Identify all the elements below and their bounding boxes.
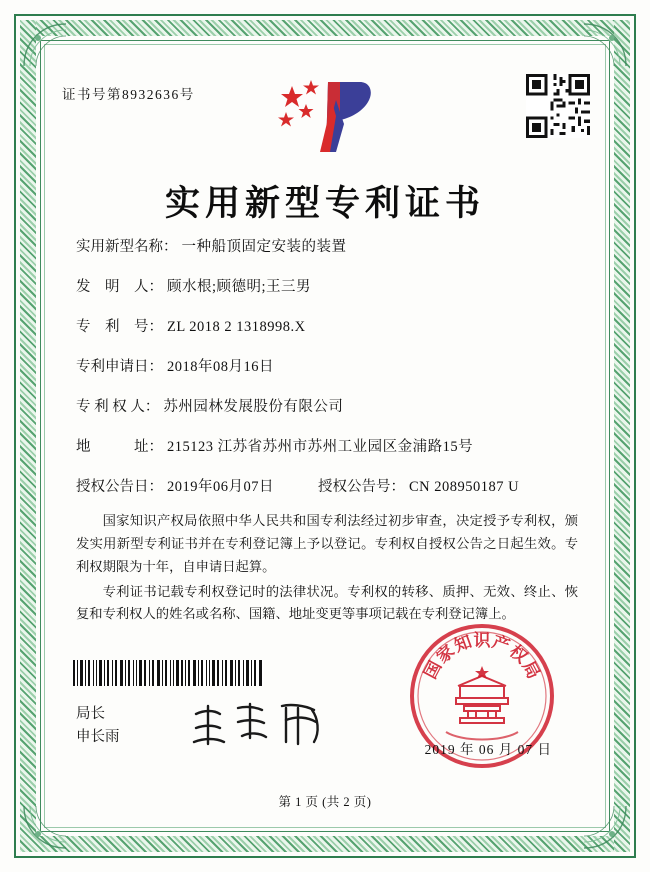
legal-paragraph: 专利证书记载专利权登记时的法律状况。专利权的转移、质押、无效、终止、恢复和专利权人的姓名或名称、国籍、地址变更等事项记载在专利登记簿上。: [76, 583, 578, 622]
field-value: ZL 2018 2 1318998.X: [167, 319, 306, 335]
certificate-content: [58, 58, 592, 814]
field-row: [76, 320, 582, 335]
cnipa-emblem-icon: [270, 72, 380, 158]
director-label: 局长: [76, 706, 105, 723]
svg-text:权: 权: [505, 641, 532, 668]
field-value: 苏州园林发展股份有限公司: [163, 399, 344, 415]
svg-text:国: 国: [420, 657, 447, 683]
field-list: [76, 240, 582, 520]
field-row: [76, 400, 582, 415]
page-title: 实用新型专利证书: [164, 183, 485, 224]
announcement-number-value: CN 208950187 U: [409, 479, 520, 495]
legal-text: [76, 510, 578, 628]
border-band-right: [614, 20, 630, 852]
handwritten-signature-icon: [186, 698, 336, 752]
border-band-bottom: [20, 836, 630, 852]
field-row: [76, 360, 582, 375]
svg-text:产: 产: [489, 632, 513, 657]
svg-text:局: 局: [517, 657, 544, 683]
svg-text:家: 家: [432, 641, 459, 668]
qr-code-icon: [526, 74, 590, 138]
director-name: 申长雨: [76, 728, 120, 745]
field-label: 实用新型名称：: [76, 239, 178, 255]
seal-date: 2019 年 06 月 07 日: [424, 742, 552, 757]
field-label: 专 利 号：: [76, 319, 163, 335]
svg-text:识: 识: [473, 631, 491, 651]
field-label: 发 明 人：: [76, 279, 163, 295]
field-label: 地 址：: [76, 439, 163, 455]
signature-block: [76, 703, 120, 748]
field-value: 一种船顶固定安装的装置: [181, 239, 347, 255]
field-row: [76, 280, 582, 295]
field-row: [76, 440, 582, 455]
page-footer: 第 1 页 (共 2 页): [278, 795, 372, 809]
legal-paragraph: 国家知识产权局依照中华人民共和国专利法经过初步审查，决定授予专利权，颁发实用新型专利证书并在专利登记簿上予以登记。专利权自授权公告之日起生效。专利权期限为十年，自申请日起算。: [76, 513, 578, 574]
announcement-date-label: 授权公告日：: [76, 479, 163, 495]
field-label: 专利申请日：: [76, 359, 163, 375]
field-label: 专 利 权 人：: [76, 399, 160, 415]
svg-text:知: 知: [451, 632, 475, 657]
field-value: 215123 江苏省苏州市苏州工业园区金浦路15号: [167, 439, 474, 455]
field-value: 顾水根;顾德明;王三男: [167, 279, 312, 295]
announcement-number-label: 授权公告号：: [318, 479, 405, 495]
field-row: [76, 240, 582, 255]
barcode-icon: [72, 660, 264, 686]
border-band-left: [20, 20, 36, 852]
certificate-number: 证书号第8932636号: [62, 87, 195, 102]
field-value: 2018年08月16日: [167, 359, 274, 375]
border-band-top: [20, 20, 630, 36]
announcement-row: [76, 480, 582, 495]
announcement-date-value: 2019年06月07日: [167, 479, 274, 495]
